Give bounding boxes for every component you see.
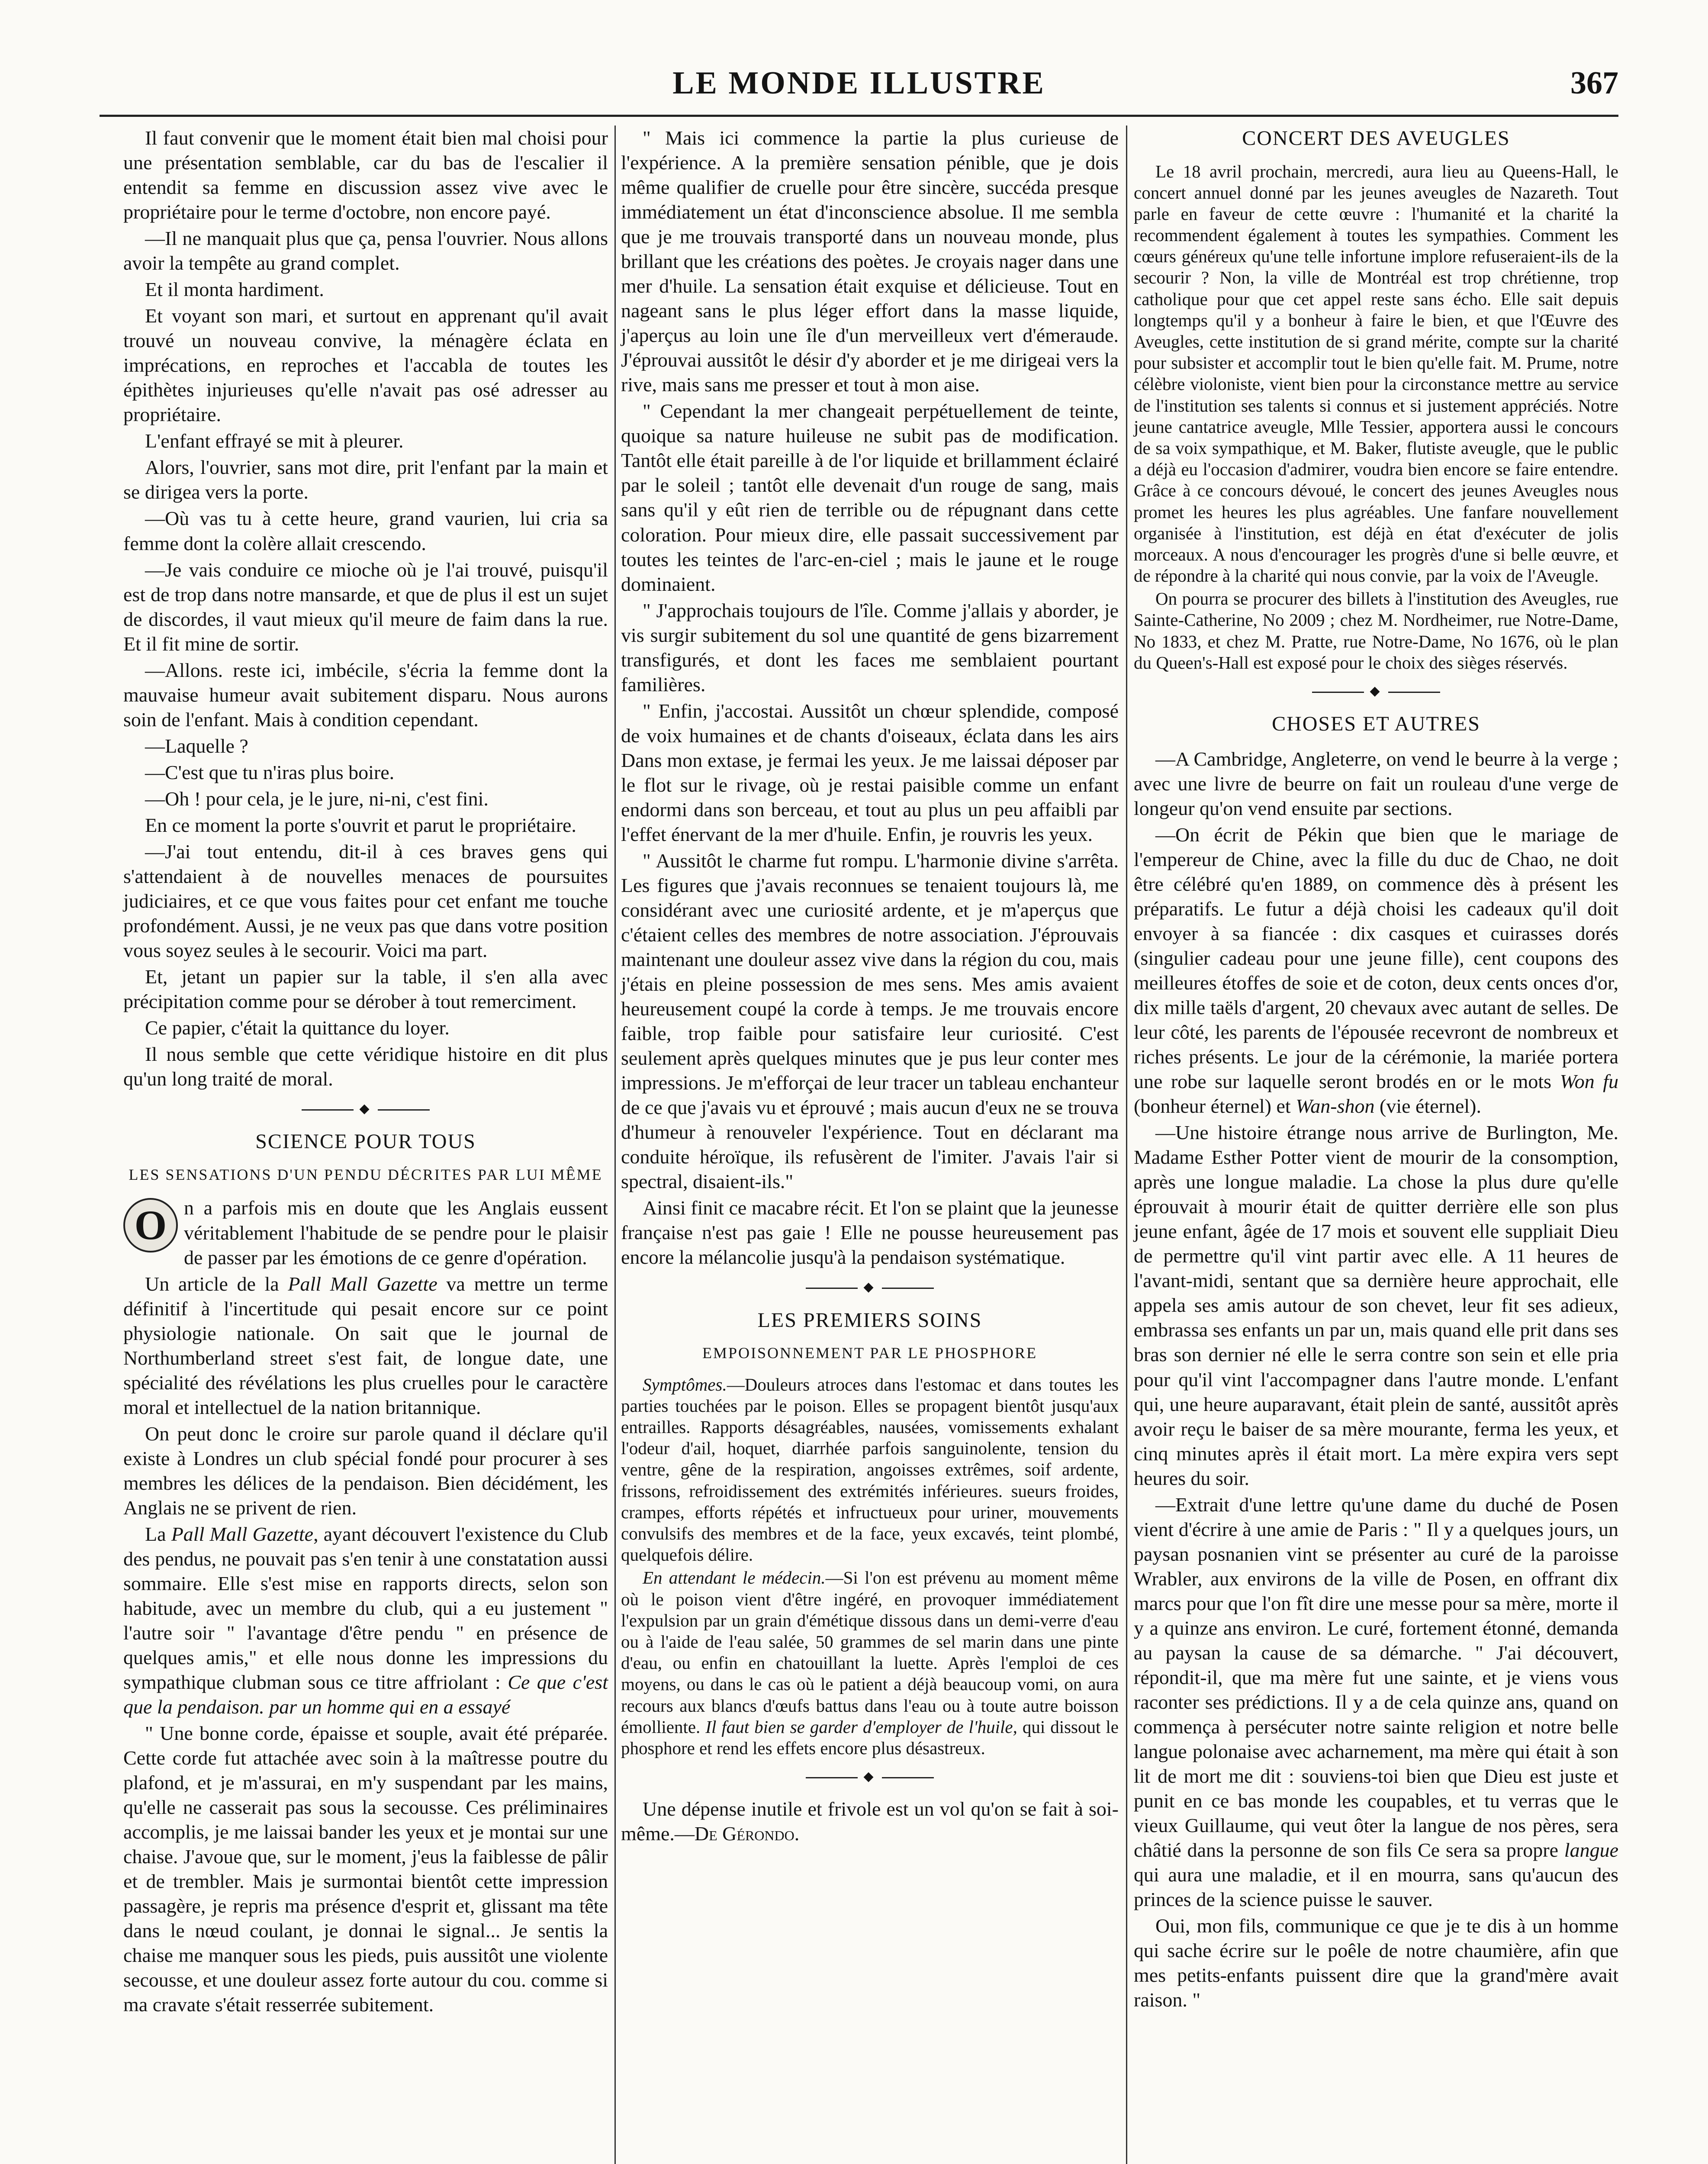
column-rule (614, 126, 616, 2164)
article-paragraph: " Enfin, j'accostai. Aussitôt un chœur splendide, composé de voix humaines et de chants d'oiseaux, éclata dans les airs Dans mon extase, je fermai les yeux. Je me laissai déposer par le flot sur le rivage, où je restai paisible comme un enfant endormi dans son berceau, et tout au plus un peu affaibli par l'effet énervant de la mer d'huile. Enfin, je rouvris les yeux. (621, 699, 1119, 845)
article-paragraph: Ainsi finit ce macabre récit. Et l'on se plaint que la jeunesse française n'est pas gaie ! Elle ne pousse heureusement pas encore la mélancolie jusqu'à la pendaison systématique. (621, 1197, 1119, 1269)
article-paragraph: —Allons. reste ici, imbécile, s'écria la femme dont la mauvaise humeur avait subitement disparu. Nous aurons soin de l'enfant. Mais à condition cependant. (123, 659, 608, 731)
article-paragraph: —Où vas tu à cette heure, grand vaurien, lui cria sa femme dont la colère allait crescendo. (123, 507, 608, 554)
article-paragraph: —Oh ! pour cela, je le jure, ni-ni, c'est fini. (145, 787, 489, 810)
article-paragraph: " Mais ici commence la partie la plus curieuse de l'expérience. A la première sensation pénible, que je dois même qualifier de cruelle pour être sincère, succéda presque immédiatement un état d'inconscience absolue. Il me sembla que je me trouvais transporté dans un nouveau monde, plus brillant que les créations des poètes. Je croyais nager dans une mer d'huile. La sensation était exquise et délicieuse. Tout en nageant sans le plus léger effort dans la masse liquide, j'aperçus au loin une île d'un merveilleux vert d'émeraude. J'éprouvai aussitôt le désir d'y aborder et je me dirigeai vers la rive, mais sans me presser et tout à mon aise. (621, 127, 1119, 396)
maxim: Une dépense inutile et frivole est un vol qu'on se fait à soi-même.—De Gérondo. (621, 1798, 1119, 1845)
separator-ornament: ◆ (1134, 683, 1618, 699)
article-paragraph: Symptômes.—Douleurs atroces dans l'estomac et dans toutes les parties touchées par le poison. Elles se propagent bientôt jusqu'aux entrailles. Rapports désagréables, nausées, vomissements exhalant l'odeur d'ail, hoquet, diarrhée parfois sanguinolente, tension du ventre, gêne de la respiration, angoisses extrêmes, soif ardente, frissons, refroidissement des extrémités inférieures. sueurs froides, crampes, efforts répétés et infructueux pour uriner, mouvements convulsifs des membres et de la face, yeux excavés, teint plombé, quelquefois délire. (621, 1374, 1119, 1565)
masthead: LE MONDE ILLUSTRE (672, 65, 1045, 101)
article-paragraph: La Pall Mall Gazette, ayant découvert l'existence du Club des pendus, ne pouvait pas s'en tenir à une constatation aussi sommaire. Elle s'est mise en rapports directs, selon son habitude, avec un membre du club, qui a eu justement " l'autre soir " l'avantage d'être pendu " en présence de quelques amis," et elle nous donne les impressions du sympathique clubman sous ce titre affriolant : Ce que c'est que la pendaison. par un homme qui en a essayé (123, 1523, 608, 1718)
drop-cap: O (123, 1198, 178, 1253)
header-rule (100, 115, 1618, 117)
news-item: —A Cambridge, Angleterre, on vend le beurre à la verge ; avec une livre de beurre on fait un rouleau d'une verge de longeur qu'on vend ensuite par sections. (1134, 747, 1618, 819)
section-title-concert: CONCERT DES AVEUGLES (1242, 127, 1510, 150)
news-item: —Extrait d'une lettre qu'une dame du duché de Posen vient d'écrire à une amie de Paris : " Il y a quelques jours, un paysan posnanien vint se présenter au curé de la paroisse Wrabler, aux environs de la ville de Posen, en offrant dix marcs pour que l'on fît dire une messe pour sa mère, morte il y a quinze ans environ. Le curé, fortement étonné, demanda au paysan la cause de sa démarche. " J'ai découvert, répondit-il, que ma mère fut une sainte, et je viens vous raconter ses prédictions. Il y a de cela quinze ans, quand on commença à persécuter notre sainte religion et notre belle langue polonaise avec acharnement, ma mère qui était à son lit de mort me dit : souviens-toi bien que Dieu est juste et punit en ce bas monde les coupables, et tu verras que le vieux Guillaume, qui veut ôter la langue de nos pères, sera châtié dans la personne de son fils Ce sera sa propre langue qui aura une maladie, et il en mourra, sans qu'aucun des princes de la science puisse le sauver. (1134, 1493, 1618, 1911)
article-paragraph: Il faut convenir que le moment était bien mal choisi pour une présentation semblable, car du bas de l'escalier il entendit sa femme en discussion assez vive avec le propriétaire pour le terme d'octobre, non encore payé. (123, 127, 608, 223)
publication-name: Pall Mall Gazette (288, 1272, 437, 1295)
article-paragraph: " Une bonne corde, épaisse et souple, avait été préparée. Cette corde fut attachée avec soin à la maîtresse poutre du plafond, et je m'assurai, en m'y suspendant par les mains, qu'elle ne casserait pas sous la secousse. Ces préliminaires accomplis, je me laissai bander les yeux et je montai sur une chaise. J'avoue que, sur le moment, j'eus la faiblesse de pâlir et de trembler. Mais je surmontai bientôt cette impression passagère, je repris ma présence d'esprit et, glissant ma tête dans le nœud coulant, je donnai le signal... Je sentis la chaise me manquer sous les pieds, puis aussitôt une violente secousse, et une douleur assez forte autour du cou. comme si ma cravate s'était resserrée subitement. (123, 1722, 608, 2016)
article-paragraph: On peut donc le croire sur parole quand il déclare qu'il existe à Londres un club spécial fondé pour procurer à ses membres les délices de la pendaison. Bien décidément, les Anglais ne se privent de rien. (123, 1422, 608, 1519)
article-paragraph: Il nous semble que cette véridique histoire en dit plus qu'un long traité de moral. (123, 1043, 608, 1090)
article-paragraph: " Cependant la mer changeait perpétuellement de teinte, quoique sa nature huileuse ne subit pas de modification. Tantôt elle était pareille à de l'or liquide et brillamment éclairé par le soleil ; tantôt elle devenait d'un rouge de sang, mais sans qu'il y eût rien de terrible ou de répugnant dans cette coloration. Pour mieux dire, elle passait successivement par toutes les teintes de l'arc-en-ciel ; mais le jaune et le rouge dominaient. (621, 400, 1119, 595)
article-subtitle: LES SENSATIONS D'UN PENDU DÉCRITES PAR LUI MÊME (129, 1166, 603, 1183)
article-paragraph: —J'ai tout entendu, dit-il à ces braves gens qui s'attendaient à de nouvelles menaces de poursuites judiciaires, et ce que vous faites pour cet enfant me touche profondément. Aussi, je ne veux pas que dans votre position vous soyez seules à le secourir. Voici ma part. (123, 840, 608, 961)
article-paragraph: Ce papier, c'était la quittance du loyer. (145, 1017, 450, 1039)
publication-name: Pall Mall Gazette (171, 1523, 314, 1545)
article-paragraph: Et voyant son mari, et surtout en apprenant qu'il avait trouvé un nouveau convive, la ménagère éclata en imprécations, en reproches et l'accabla de toutes les épithètes injurieuses qu'elle n'avait pas osé adresser au propriétaire. (123, 305, 608, 426)
news-item: —Une histoire étrange nous arrive de Burlington, Me. Madame Esther Potter vient de mourir de la consomption, après une longue maladie. La chose la plus dure qu'elle éprouvait à mourir était de quitter derrière elle son plus jeune enfant, âgée de 17 mois et souvent elle suppliait Dieu de permettre qu'il vint partir avec elle. A 11 heures de l'avant-midi, sentant que sa dernière heure approchait, elle appela ses amis autour de son chevet, leur fit ses adieux, embrassa ses enfants un par un, mais quand elle prit dans ses bras son dernier né elle le serra contre son sein et elle pria pour qu'il vint l'accompagner dans l'autre monde. L'enfant qui, une heure auparavant, était plein de santé, aussitôt après avoir reçu le baiser de sa mère mourante, ferma les yeux, et cinq minutes après il était mort. La mère expira vers sept heures du soir. (1134, 1121, 1618, 1489)
article-paragraph: —Il ne manquait plus que ça, pensa l'ouvrier. Nous allons avoir la tempête au grand complet. (123, 227, 608, 274)
article-paragraph: —C'est que tu n'iras plus boire. (145, 761, 395, 783)
article-paragraph: " Aussitôt le charme fut rompu. L'harmonie divine s'arrêta. Les figures que j'avais reconnues se tenaient toujours là, me considérant avec une curiosité ardente, et je m'aperçus que c'étaient celles des membres de notre association. J'éprouvais maintenant une douleur assez vive dans la région du cou, mais j'étais en pleine possession de mes sens. Mes amis avaient heureusement coupé la corde à temps. Je me trouvais encore faible, trop faible pour satisfaire leur curiosité. C'est seulement après quelques minutes que je pus leur conter mes impressions. Je m'efforçai de leur tracer un tableau enchanteur de ce que j'avais vu et éprouvé ; mais aucun d'eux ne se trouva d'humeur à renouveler l'expérience. Tout en déclarant ma conduite héroïque, ils refusèrent de l'imiter. J'avais l'air si spectral, disaient-ils." (621, 849, 1119, 1193)
separator-ornament: ◆ (123, 1101, 608, 1117)
article-paragraph: On pourra se procurer des billets à l'institution des Aveugles, rue Sainte-Catherine, No 2009 ; chez M. Nordheimer, rue Notre-Dame, No 1833, et chez M. Pratte, rue Notre-Dame, No 1676, où le plan du Queen's-Hall est exposé pour le choix des sièges réservés. (1134, 589, 1618, 673)
maxim-signature: De Gérondo. (694, 1823, 800, 1845)
article-paragraph: En ce moment la porte s'ouvrit et parut le propriétaire. (145, 814, 576, 836)
separator-ornament: ◆ (621, 1768, 1119, 1784)
article-paragraph: " J'approchais toujours de l'île. Comme j'allais y aborder, je vis surgir subitement du sol une quantité de gens bizarrement transfigurés, et dont les faces me semblaient pourtant familières. (621, 599, 1119, 696)
section-title-soins: LES PREMIERS SOINS (757, 1308, 982, 1332)
page-number: 367 (1570, 65, 1618, 101)
section-title-science: SCIENCE POUR TOUS (255, 1130, 476, 1153)
article-paragraph: Alors, l'ouvrier, sans mot dire, prit l'enfant par la main et se dirigea vers la porte. (123, 456, 608, 503)
quoted-title: Ce que c'est que la pendaison. par un homme qui en a essayé (123, 1671, 608, 1718)
news-item: —On écrit de Pékin que bien que le mariage de l'empereur de Chine, avec la fille du duc de Chao, ne doit être célébré qu'en 1889, on commence dès à présent les préparatifs. Le futur a déjà choisi les cadeaux qu'il doit envoyer à sa fiancée : dix casques et cuirasses dorés (singulier cadeau pour une jeune fille), cent coupons des meilleures étoffes de soie et de coton, deux cents onces d'or, dix mille taëls d'argent, 20 chevaux avec autant de selles. De leur côté, les parents de l'épousée recevront de nombreux et riches présents. Le jour de la cérémonie, la mariée portera une robe sur laquelle seront brodés en or le mots Won fu (bonheur éternel) et Wan-shon (vie éternel). (1134, 823, 1618, 1117)
column-rule (1126, 126, 1127, 2164)
separator-ornament: ◆ (621, 1279, 1119, 1295)
section-title-choses: CHOSES ET AUTRES (1272, 712, 1480, 736)
column-left (123, 126, 608, 2019)
article-paragraph: Un article de la Pall Mall Gazette va mettre un terme définitif à l'incertitude qui pesait encore sur ce point physiologie nationale. On sait que le journal de Northumberland street s'est fait, de longue date, une spécialité des révélations les plus cruelles pour le caractère moral et intellectuel de la nation britannique. (123, 1272, 608, 1418)
article-paragraph: —Je vais conduire ce mioche où je l'ai trouvé, puisqu'il est de trop dans notre mansarde, et que de plus il est un sujet de discordes, il vaut mieux qu'il meure de faim dans la rue. Et il fit mine de sortir. (123, 558, 608, 655)
article-paragraph: O n a parfois mis en doute que les Anglais eussent véritablement l'habitude de se pendre pour le plaisir de passer par les émotions de ce genre d'opération. (123, 1195, 608, 1269)
article-paragraph: En attendant le médecin.—Si l'on est prévenu au moment même où le poison vient d'être ingéré, en provoquer immédiatement l'expulsion par un grain d'émétique dissous dans un demi-verre d'eau ou à l'aide de l'eau salée, 50 grammes de sel marin dans une pinte d'eau, ou enfin en chatouillant la luette. Après l'emploi de ces moyens, ou dans le cas où le patient a déjà beaucoup vomi, on aura recours aux blancs d'œufs battus dans l'eau ou à toute autre boisson émolliente. Il faut bien se garder d'employer de l'huile, qui dissout le phosphore et rend les effets encore plus désastreux. (621, 1568, 1119, 1758)
article-body (621, 126, 1119, 1269)
article-subtitle: EMPOISONNEMENT PAR LE PHOSPHORE (702, 1344, 1038, 1362)
news-item: Oui, mon fils, communique ce que je te dis à un homme qui sache écrire sur le poêle de notre chaumière, afin que mes petits-enfants puissent dire que la grand'mère avait raison. " (1134, 1915, 1618, 2011)
article-paragraph: Et, jetant un papier sur la table, il s'en alla avec précipitation comme pour se dérober à tout remerciment. (123, 966, 608, 1013)
article-paragraph: —Laquelle ? (145, 734, 248, 757)
page-header (100, 65, 1618, 108)
article-paragraph: Et il monta hardiment. (145, 278, 324, 301)
article-paragraph: L'enfant effrayé se mit à pleurer. (145, 430, 404, 452)
article-paragraph: Le 18 avril prochain, mercredi, aura lieu au Queens-Hall, le concert annuel donné par les jeunes aveugles de Nazareth. Tout parle en faveur de cette œuvre : l'humanité et la charité la recommendent également à toutes les sympathies. Comment les cœurs généreux qu'une telle infortune implore refuseraient-ils de la secourir ? Non, la ville de Montréal est trop chrétienne, trop catholique pour que cet appel reste sans écho. Elle sait depuis longtemps qu'il y a bonheur à faire le bien, et que l'Œuvre des Aveugles, cette institution de si grand mérite, compte sur la charité pour subsister et accomplir tout le bien qu'elle fait. M. Prume, notre célèbre violoniste, vient bien pour la circonstance mettre au service de l'institution ses talents si connus et si justement appréciés. Notre jeune cantatrice aveugle, Mlle Tessier, apportera aussi le concours de sa voix sympathique, et M. Baker, flutiste aveugle, que le public a déjà eu l'occasion d'admirer, voudra bien encore se faire entendre. Grâce à ce concours dévoué, le concert des jeunes Aveugles nous promet les heures les plus agréables. Une fanfare nouvellement organisée à l'institution, est déjà en état d'exécuter de jolis morceaux. A nous d'encourager les progrès d'une si belle œuvre, et de répondre à la charité qui nous convie, par la voix de l'Aveugle. (1134, 161, 1618, 586)
story-continuation (123, 126, 608, 1091)
column-right (1134, 126, 1618, 2014)
column-middle (621, 126, 1119, 1848)
